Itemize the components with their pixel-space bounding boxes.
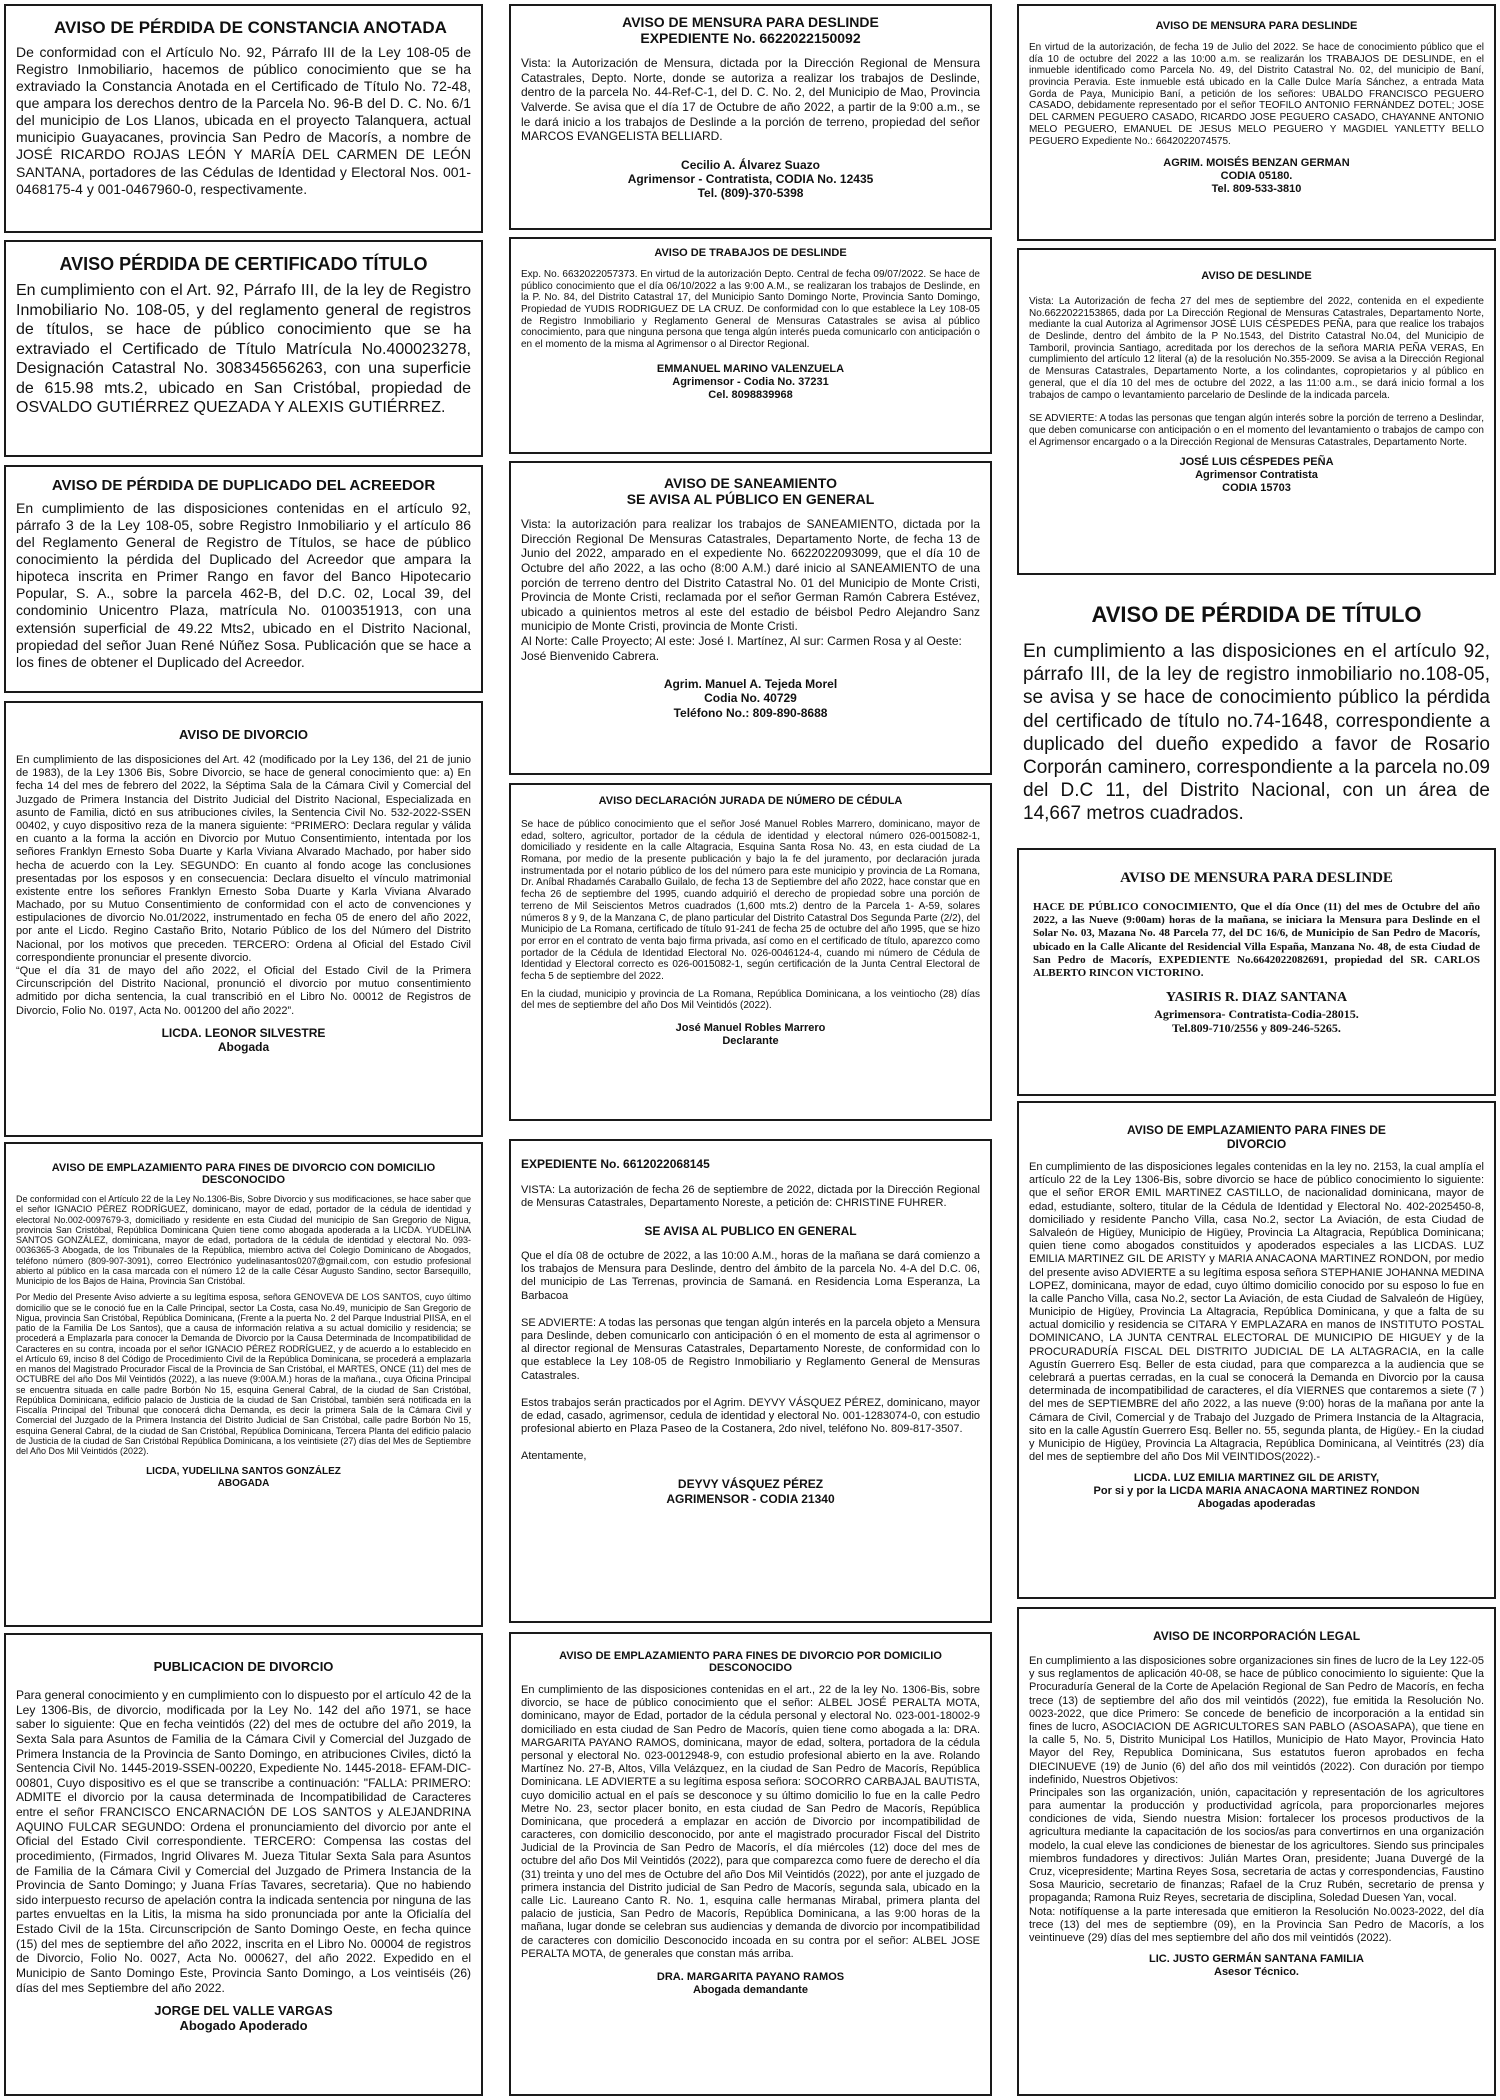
notice-title: AVISO PÉRDIDA DE CERTIFICADO TÍTULO (59, 254, 428, 274)
notice-title: AVISO DE PÉRDIDA DE TÍTULO (1091, 602, 1422, 627)
notice-title: AVISO DE PÉRDIDA DE DUPLICADO DEL ACREEDOR (51, 477, 436, 494)
notice-perdida-certificado-titulo (4, 240, 483, 457)
signature-role: Abogada (217, 1039, 270, 1054)
signature-name: LICDA, YUDELILNA SANTOS GONZÁLEZ (146, 1466, 341, 1478)
notice-body-2: “Que el día 31 de mayo del año 2022, el Oficial del Estado Civil de la Primera Circunscripción del Distrito Nacional, pronunció el divorcio por mutuo consentimiento admitido por dicha sentencia, la cual transcribió en el Libro No. 00012 de Registros de Divorcio, Folio No. 0197, Acta No. 001200 del año 2022”. (16, 965, 471, 1017)
notice-incorporacion-legal (1017, 1607, 1496, 2096)
notice-body-2: Al Norte: Calle Proyecto; Al este: José I. Martínez, Al sur: Carmen Rosa y al Oeste: José Bienvenido Cabrera. (521, 634, 962, 663)
notice-perdida-duplicado-acreedor (4, 465, 483, 693)
signature-block (1029, 456, 1484, 495)
notice-body: VISTA: La autorización de fecha 26 de septiembre de 2022, dictada por la Dirección Regional de Mensuras Catastrales, Departamento Noreste, a petición de: CHRISTINE FUHRER. (521, 1183, 980, 1209)
notice-saneamiento (509, 461, 992, 775)
notice-body: Vista: la autorización para realizar los trabajos de SANEAMIENTO, dictada por la Dirección Regional De Mensuras Catastrales, Departamento Norte, de fecha 13 de Junio del 2022, amparado en el expediente No. 6622022093099, que el día 10 de Octubre del año 2022, a las ocho (8:00 A.M.) daré inicio al SANEAMIENTO de una porción de terreno dentro del Distrito Catastral No. 01 del Municipio de Monte Cristi, Provincia de Monte Cristi, reclamada por el señor German Ramón Cabrera Estévez, ubicado a quinientos metros al este del estadio de béisbol Pedro Alejandro Sanz municipio de Monte Cristi, provincia de Monte Cristi. (521, 517, 980, 634)
notice-emplazamiento-divorcio-higuey (1017, 1101, 1496, 1599)
notice-title: AVISO DE TRABAJOS DE DESLINDE (654, 247, 847, 259)
notice-body: Vista: la Autorización de Mensura, dictada por la Dirección Regional de Mensura Catastrales, Depto. Norte, donde se autoriza a realizar los trabajos de Deslinde, dentro de la parcela No. 44-Ref-C-1, del D. C. No. 2, del Municipio de Mao, Provincia Valverde. Se avisa que el día 17 de Octubre de año 2022, a partir de la 9:00 a.m., se le dará inicio a los trabajos de Deslinde a la porción de terreno, propiedad del señor MARCOS EVANGELISTA BELLIARD. (521, 56, 980, 144)
notice-body-2: Por Medio del Presente Aviso advierte a su legítima esposa, señora GENOVEVA DE LOS SANTOS, cuyo último domicilio que se le conoció fue en la Calle Principal, sector La Costa, casa No.49, municipio de San Gregorio de Nigua, provincia San Cristóbal, República Dominicana, (Frente a la puerta No. 2 del Parque Industrial PIISA, en el patio de la Familia De Los Santos), que a causa de información relativa a su actual domicilio y residencia; se procederá a Emplazarla para conocer la Demanda de Divorcio por la Causa Determinada de Incompatibilidad de Caracteres en su contra, incoada por el señor IGNACIO PÉREZ RODRÍGUEZ, y de acuerdo a lo establecido en el Artículo 69, inciso 8 del Código de Procedimiento Civil de la República Dominicana, se procederá a emplazarla en manos del Magistrado Procurador Fiscal de la Provincia de San Cristóbal, el MARTES, ONCE (11) del mes de OCTUBRE del año Dos Mil Veintidós (2022), a las nueve (9:00A.M.) horas de la mañana., cuya Oficina Principal se encuentra situada en calle padre Borbón No 15, esquina General Cabral, de la ciudad de San Cristóbal, República Dominicana, edificio palacio de Justicia de la ciudad de San Cristóbal, también será notificada en la Fiscalía Principal del Tribunal que conocerá dicha Demanda, es decir la primera Sala de la Cámara Civil y Comercial del Juzgado de la Primera Instancia del Distrito Judicial de San Cristóbal, calle padre Borbón No 15, esquina General Cabral, de la ciudad de San Cristóbal, República Dominicana, Tercera Planta del edificio palacio de Justicia de la ciudad de San Cristóbal República Dominicana, a los veintisiete (27) días del Mes de Septiembre del Año Dos Mil Veintidós (2022). (16, 1292, 471, 1456)
signature-block (521, 158, 980, 200)
notice-mensura-las-terrenas (509, 1139, 992, 1623)
notice-subtitle: SE AVISA AL PÚBLICO EN GENERAL (626, 491, 875, 507)
notice-deslinde-tamboril (1017, 248, 1496, 575)
signature-phone: Cel. 8098839968 (708, 388, 793, 401)
notice-body: En cumplimiento de las disposiciones contenidas en el art., 22 de la ley No. 1306-Bis, sobre divorcio, se hace de público conocimiento que el señor: ALBEL JOSÉ PERALTA MOTA, dominicano, mayor de Edad, portador de la cédula personal y electoral No. 023-001-18002-9 domiciliado en esta ciudad de San Pedro de Macorís, quien tiene como abogada a la: DRA. MARGARITA PAYANO RAMOS, dominicana, mayor de edad, soltera, portadora de la cédula personal y electoral No. 023-0012948-9, con estudio profesional abierto en la ave. Rolando Martínez No. 27-B, Altos, Villa Velázquez, en la ciudad de San Pedro de Macorís, República Dominicana. LE ADVIERTE a su legítima esposa señora: SOCORRO CARBAJAL BAUTISTA, cuyo domicilio actual en el país se desconoce y su último domicilio lo fue en la calle Pedro Metre No. 23, sector placer bonito, en esta ciudad de San Pedro de Macorís, República Dominicana, que procederá a emplazar en acción de Divorcio por incompatibilidad de caracteres, con domicilio desconocido, por ante el magistrado procurador Fiscal del Distrito Judicial de la Provincia de San Pedro de Macorís, el día miércoles (12) doce del mes de octubre del año Dos Mil Veintidós (2022), para que comparezca como fuere de derecho el día (31) treinta y uno del mes de Octubre del año Dos Mil Veintidós (2022), por ante el juzgado de primera instancia del Distrito judicial de San Pedro de Macorís, segunda sala, ubicado en la calle Lic. Laureano Canto R. No. 1, esquina calle hermanas Mirabal, primera planta del palacio de justicia, San Pedro de Macorís, República Dominicana, a las 9:00 horas de la mañana, lugar donde se celebran sus audiencias y demanda de divorcio por incompatibilidad de caracteres con domicilio Desconocido incoada en su contra por el señor: ALBEL JOSE PERALTA MOTA, de generales que constan más arriba. (521, 1684, 980, 1960)
notice-publicacion-divorcio (4, 1633, 483, 2096)
notice-body: De conformidad con el Artículo 22 de la Ley No.1306-Bis, Sobre Divorcio y sus modificaciones, se hace saber que el señor IGNACIO PÉREZ RODRÍGUEZ, dominicano, mayor de edad, portador de la cédula de identidad y electoral No.002-0097679-3, domiciliado y residente en esta Ciudad del municipio de San Gregorio de Nigua, provincia San Cristóbal, República Dominicana Quien tiene como abogada apoderada a la LICDA. YUDELINA SANTOS GONZÁLEZ, dominicana, mayor de edad, portadora de la cédula de identidad y electoral No. 093-0036365-3 Abogada, de los Tribunales de la República, miembro activa del Colegio Dominicano de Abogados, teléfono número (809-907-3091), correo Electrónico yudelinasantos0207@gmail.com, con estudio profesional abierto al público en la casa marcada con el número 12 de la calle César Augusto Sandino, sector Barsequillo, Municipio de los Bajos de Haina, Provincia San Cristóbal. (16, 1194, 471, 1286)
signature-block (521, 1971, 980, 1997)
notice-closing: Atentamente, (521, 1450, 587, 1463)
notice-body-2: En la ciudad, municipio y provincia de La Romana, República Dominicana, a los veintiocho (28) días del mes de septiembre del año Dos Mil Veintidós (2022). (521, 988, 980, 1012)
notice-body: Vista: La Autorización de fecha 27 del mes de septiembre del 2022, contenida en el expediente No.6622022153865, dada por La Dirección Regional de Mensuras Catastrales, Departamento Norte, mediante la cual Autoriza al Agrimensor JOSÉ LUIS CÉSPEDES PEÑA, para que realice los trabajos de Deslinde, dentro del ámbito de la P No.1543, del Distrito Catastral No.04, del Municipio de Tamboril, provincia Santiago, acreditada por los derechos de la señora MARIA PEÑA VERAS, En cumplimiento del artículo 12 literal (a) de la resolución No.355-2009. Se avisa a la Dirección Regional de Mensuras Catastrales, Departamento Norte, a los colindantes, copropietarios y al público en general, que el día 10 del mes de octubre del 2022, a las 11:00 a.m., se dará inicio formal a los trabajos de campo o levantamiento parcelario de Deslinde de la indicada parcela. (1029, 296, 1484, 401)
notice-title: AVISO DE DESLINDE (1201, 270, 1312, 282)
notice-body: Para general conocimiento y en cumplimiento con lo dispuesto por el artículo 42 de la Ley 1306-Bis, de divorcio, modificada por la Ley No. 142 del año 1971, se hace saber lo siguiente: Que en fecha veintidós (22) del mes de octubre del año 2019, la Sexta Sala para Asuntos de Familia de la Cámara Civil y Comercial del Juzgado de Primera Instancia de la Provincia de Santo Domingo, en atribuciones Civiles, dictó la Sentencia Civil No. 1445-2019-SSEN-00220, Expediente No. 1445-2018- EFAM-DIC-00801, Cuyo dispositivo es el que se transcribe a continuación: "FALLA: PRIMERO: ADMITE el divorcio por la causa determinada de Incompatibilidad de Caracteres entre el señor FRANCISCO ENCARNACIÓN DE LOS SANTOS y ALEJANDRINA AQUINO FULCAR SEGUNDO: Ordena el pronunciamiento del divorcio por ante el Oficial del Estado Civil correspondiente. TERCERO: Compensa las costas del procedimiento, (Firmados, Ingrid Olivares M. Jueza Titular Sexta Sala para Asuntos de Familia de la Cámara Civil y Comercial del Juzgado de Primera Instancia de la Provincia de Santo Domingo; y Juana Frías Tavares, secretaria). Que no habiendo sido interpuesto recurso de apelación contra la indicada sentencia por ninguna de las partes envueltas en la Litis, la misma ha sido pronunciada por ante la Oficialía del Estado Civil de la 15ta. Circunscripción de Santo Domingo Oeste, en fecha quince (15) del mes de septiembre del año 2022, inscrita en el Libro No. 00004 de registros de Divorcio, Folio No. 0027, Acta No. 000627, del año 2022. Expedido en el Municipio de Santo Domingo Este, Provincia Santo Domingo, a Los veintiséis (26) días del mes Septiembre del año 2022. (16, 1688, 471, 1995)
notice-title: AVISO DECLARACIÓN JURADA DE NÚMERO DE CÉDULA (598, 795, 903, 807)
notice-body: En cumplimiento de las disposiciones del Art. 42 (modificado por la Ley 136, del 21 de junio de 1983), de la Ley 1306 Bis, Sobre Divorcio, se hace de general conocimiento que: a) En fecha 14 del mes de febrero del 2022, la Séptima Sala de la Cámara Civil y Comercial del Juzgado de Primera Instancia del Distrito Judicial del Distrito Nacional, Especializada en asunto de Familia, dictó en sus atribuciones civiles, la Sentencia Civil No. 532-2022-SSEN 00402, y cuyo dispositivo reza de la manera siguiente: “PRIMERO: Declara regular y válida en cuanto a la forma la acción en Divorcio por Mutuo Consentimiento, intentada por los señores Franklyn Ernesto Soba Duarte y Karla Viviana Alvarado Machado, por haber sido hecha de acuerdo con la Ley. SEGUNDO: En cuanto al fondo acoge las conclusiones presentadas por los esposos y en consecuencia: Declara disuelto el vínculo matrimonial existente entre los señores Franklyn Ernesto Soba Duarte y Karla Viviana Alvarado Machado, por su Mutuo Consentimiento de conformidad con el acto de convenciones y estipulaciones de divorcio No.01/2022, instrumentado en fecha 05 de enero del año 2022, por ante el Licdo. Regino Castaño Brito, Notario Público de los del Número del Distrito Nacional, por los motivos que preceden. TERCERO: Ordena al Oficial del Estado Civil correspondiente pronunciar el presente divorcio. (16, 754, 471, 964)
notice-title: AVISO DE EMPLAZAMIENTO PARA FINES DE DIVORCIO POR DOMICILIO DESCONOCIDO (559, 1650, 942, 1674)
notice-body-2: Que el día 08 de octubre de 2022, a las 10:00 A.M., horas de la mañana se dará comienzo a los trabajos de Mensura para Deslinde, dentro del ámbito de la parcela No. 4-A del D.C. 06, del municipio de Las Terrenas, provincia de Samaná. en Residencia Loma Esperanza, La Barbacoa (521, 1250, 980, 1302)
notice-title: AVISO DE EMPLAZAMIENTO PARA FINES DE DIVORCIO CON DOMICILIO DESCONOCIDO (51, 1162, 436, 1186)
signature-phone: Teléfono No.: 809-890-8688 (673, 705, 828, 720)
signature-block (1029, 157, 1484, 196)
signature-block (16, 2003, 471, 2034)
notice-title: AVISO DE SANEAMIENTO (664, 475, 837, 491)
notice-body: En cumplimiento a las disposiciones en el artículo 92, párrafo III, de la ley de registro inmobiliario no.108-05, se avisa y se hace de conocimiento público la pérdida del certificado de título no.74-1648, correspondiente a duplicado del dueño expedido a favor de Rosario Corporán caminero, correspondiente a la parcela no.09 del D.C 11, del Distrito Nacional, con un área de 14,667 metros cuadrados. (1023, 641, 1490, 825)
notice-mensura-deslinde-spm (1017, 848, 1496, 1096)
signature-name: EMMANUEL MARINO VALENZUELA (656, 362, 845, 375)
signature-block (16, 1466, 471, 1490)
notice-mensura-deslinde-bani (1017, 4, 1496, 241)
notice-heading: SE AVISA AL PUBLICO EN GENERAL (644, 1224, 857, 1238)
notice-title: AVISO DE INCORPORACIÓN LEGAL (1152, 1629, 1361, 1643)
signature-name: Cecilio A. Álvarez Suazo (681, 157, 820, 172)
signature-block (1029, 1953, 1484, 1979)
notice-body-2: SE ADVIERTE: A todas las personas que tengan algún interés sobre la porción de terreno a Deslindar, que deben comunicarse con anticipación o en el momento del levantamiento o trabajos de campo con el Agrimensor encargado o a la Dirección Regional de Mensuras Catastrales, Departamento Norte. (1029, 413, 1484, 448)
signature-role: Agrimensora- Contratista-Codia-28015. (1154, 1006, 1359, 1021)
notice-body: Se hace de público conocimiento que el señor José Manuel Robles Marrero, dominicano, mayor de edad, soltero, agricultor, portador de la cédula de identidad y electoral número 026-0015082-1, domiciliado y residente en la calle Altagracia, Esquina Santa Rosa No. 43, en esta ciudad de La Romana, por medio de la presente publicación y bajo la fe del juramento, por declaración jurada instrumentada por el notario público de los del número para este municipio y provincia de La Romana, Dr. Aníbal Rhadamés Caraballo Guilalo, de fecha 13 de Septiembre del año 2022, hace constar que en fecha 26 de septiembre del 1995, cuando adquirió el derecho de propiedad sobre una porción de terreno de Mil Seiscientos Metros cuadrados (1,600 mts.2) dentro de la Parcela 1- A-59, solares números 8 y 9, de la Manzana C, de plano particular del Distrito Catastral Dos Segunda Parte (2/2), del Municipio de La Romana, certificado de título 91-241 de fecha 25 de octubre del año 1995, que se hizo por error en el contrato de venta bajo firma privada, así como en el certificado de título, aparezco como portador de la Cédula de Identidad Electoral No. 026-0046124-4, cuando mi número de Cédula de Identidad y Electoral correcto es 026-0015082-1, según certificación de la Junta Central Electoral de fecha 5 de septiembre del 2022. (521, 819, 980, 982)
signature-name: Agrim. Manuel A. Tejeda Morel (663, 677, 838, 692)
signature-name: JOSÉ LUIS CÉSPEDES PEÑA (1179, 456, 1334, 469)
notice-title: AVISO DE EMPLAZAMIENTO PARA FINES DE DIVORCIO (1127, 1123, 1386, 1151)
notice-subtitle: EXPEDIENTE No. 6622022150092 (640, 30, 861, 46)
signature-role: Abogado Apoderado (179, 2018, 308, 2034)
notice-title: AVISO DE MENSURA PARA DESLINDE (622, 14, 879, 30)
signature-phone: Tel.809-710/2556 y 809-246-5265. (1172, 1020, 1341, 1035)
signature-name: José Manuel Robles Marrero (675, 1022, 826, 1034)
notice-perdida-titulo (1017, 590, 1496, 838)
signature-role: Abogada demandante (693, 1983, 808, 1996)
notice-body: HACE DE PÚBLICO CONOCIMIENTO, Que el día Once (11) del mes de Octubre del año 2022, a las Nueve (9:00am) horas de la mañana, se iniciara la Mensura para Deslinde en el Solar No. 03, Mazana No. 48 Parcela 77, del DC 16/6, de Municipio de San Pedro de Macorís, ubicado en la Calle Alicante del Residencial Villa España, Manzana No. 48, de esta Ciudad de San Pedro de Macorís, EXPEDIENTE No.6642022082691, propiedad del SR. CARLOS ALBERTO RINCON VICTORINO. (1033, 901, 1480, 979)
notice-trabajos-deslinde (509, 237, 992, 454)
signature-role: Agrimensor - Contratista, CODIA No. 12435 (627, 171, 874, 186)
notice-body: En cumplimiento con el Art. 92, Párrafo III, de la ley de Registro Inmobiliario No. 108-05, y del reglamento general de registros de títulos, se hace de público conocimiento que se ha extraviado el Certificado de Título Matrícula No.400023278, Designación Catastral No. 308345656263, con una superficie de 615.98 mts.2, ubicado en San Cristóbal, propiedad de OSVALDO GUTIÉRREZ QUEZADA Y ALEXIS GUTIÉRREZ. (16, 282, 471, 417)
notice-body: De conformidad con el Artículo No. 92, Párrafo III de la Ley 108-05 de Registro Inmobiliario, hacemos de público conocimiento que se ha extraviado la Constancia Anotada en el Certificado de Título No. 72-48, que ampara los derechos dentro de la Parcela No. 96-B del D. C. No. 6/1 del municipio de Los Llanos, ubicada en el proyecto Talanquera, actual municipio Guayacanes, provincia San Pedro de Macorís, a nombre de JOSÉ RICARDO ROJAS LEÓN Y MARÍA DEL CARMEN DE LEÓN SANTANA, portadores de las Cédulas de Identidad y Electoral Nos. 001-0468175-4 y 001-0467960-0, respectivamente. (16, 44, 471, 197)
signature-phone: CODIA 15703 (1222, 482, 1291, 495)
signature-role: Agrimensor Contratista (1195, 469, 1318, 482)
signature-role: Asesor Técnico. (1214, 1966, 1299, 1979)
notice-perdida-constancia-anotada (4, 4, 483, 233)
notice-body-4: Estos trabajos serán practicados por el Agrim. DEYVY VÁSQUEZ PÉREZ, dominicano, mayor de edad, casado, agrimensor, cedula de identidad y electoral No. 001-1283074-0, con estudio profesional abierto en Plaza Paseo de la Costanera, 2do nivel, teléfono No. 809-817-3507. (521, 1396, 980, 1436)
signature-block (521, 1477, 980, 1505)
notice-mensura-deslinde-expediente (509, 4, 992, 230)
signature-name: DEYVY VÁSQUEZ PÉREZ (677, 1477, 824, 1492)
signature-name: LICDA. LEONOR SILVESTRE (161, 1025, 326, 1040)
signature-name: LIC. JUSTO GERMÁN SANTANA FAMILIA (1149, 1953, 1364, 1966)
notice-title: PUBLICACION DE DIVORCIO (153, 1659, 334, 1674)
notice-body: Exp. No. 6632022057373. En virtud de la autorización Depto. Central de fecha 09/07/2022. Se hace de público conocimiento que el día 06/10/2022 a las 9:00 A.M., se realizaran los trabajos de Deslinde, en la P. No. 84, del Distrito Catastral 17, del Municipio Santo Domingo Norte, Provincia Santo Domingo, Propiedad de YUDIS RODRIGUEZ DE LA CRUZ. De conformidad con lo que establece la Ley 108-05 de Registro Inmobiliario y Reglamento General de Mensuras Catastrales se avisa al público conocimiento, para que ninguna persona que tenga algún interés pueda comunicarlo con anticipación o en el momento de la misma al Agrimensor o al Director Regional. (521, 269, 980, 351)
notice-title: AVISO DE PÉRDIDA DE CONSTANCIA ANOTADA (54, 18, 447, 37)
signature-phone: Tel. (809)-370-5398 (697, 186, 804, 201)
signature-block (521, 677, 980, 719)
notice-emplazamiento-divorcio-domicilio-desconocido (4, 1142, 483, 1627)
notice-title: AVISO DE MENSURA PARA DESLINDE (1120, 870, 1393, 886)
signature-block (521, 1022, 980, 1048)
notice-body: En cumplimiento de las disposiciones legales contenidas en la ley no. 2153, la cual amplía el artículo 22 de la Ley 1306-Bis, sobre divorcio se hace de público conocimiento lo siguiente: que el señor EROR EMIL MARTINEZ CASTILLO, de nacionalidad dominicana, mayor de edad, estudiante, soltero, titular de la Cédula de Identidad y Electoral No. 402-2025450-8, domiciliado y residente Pancho Villa, casa No.2, sector La Aviación, de esta Ciudad de Salvaleón de Higüey, Municipio de Higüey, Provincia La Altagracia, República Dominicana; quien tiene como abogados constituidos y apoderados especiales a las LICDAS. LUZ EMILIA MARTINEZ GIL DE ARISTY y MARIA ANACAONA MARTINEZ RONDON, por medio del presente aviso ADVIERTE a su legítima esposa señora STEPHANIE JOHANNA MEDINA LOPEZ, dominicana, mayor de edad, cuyo último domicilio conocido por su esposo lo fue en la calle Pancho Villa, casa No.2, sector La Aviación, de esta Ciudad de Salvaleón de Higüey, Municipio de Higüey, Provincia La Altagracia, República Dominicana, y que a falta de su actual domicilio y residencia se CITARA Y EMPLAZARA en manos de INSTITUTO POSTAL DOMINICANO, LA JUNTA CENTRAL ELECTORAL DE MUNICIPIO DE HIGUEY y de la PROCURADURÍA FISCAL DEL DISTRITO JUDICIAL DE LA ALTAGRACIA, en la calle Agustín Guerrero Esq. Beller de esta ciudad, para que comparezca a la audiencia que se celebrará a puertas cerradas, en la cual se conocerá la Demanda en Divorcio por la causa determinada de incompatibilidad de caracteres, el día VIERNES que contaremos a siete (7 ) del mes de SEPTIEMBRE del año 2022, a las nueve (9:00) horas de la mañana por ante la Cámara de Civil, Comercial y de Trabajo del Juzgado de Primera Instancia de la Altagracia, sito en la calle Agustín Guerrero Esq. Beller no. 55, segunda planta, de Higüey.- En la ciudad y Municipio de Higüey, Provincia La Altagracia, República Dominicana, al Veintitrés (23) día del mes de septiembre del año Dos Mil VEINTIDOS(2022).- (1029, 1161, 1484, 1464)
notice-body: En cumplimiento a las disposiciones sobre organizaciones sin fines de lucro de la Ley 122-05 y sus reglamentos de aplicación 40-08, se hace de público conocimiento lo siguiente: Que la Procuraduría General de la Corte de Apelación Regional de San Pedro de Macorís, en fecha trece (13) de septiembre del año dos mil veintidós (2022), fue emitida la Resolución No. 0023-2022, que dice Primero: Se concede de beneficio de incorporación a la entidad sin fines de lucro, ASOCIACION DE AGRICULTORES SAN PABLO (ASOASAPA), que tiene en la calle 5, No. 5, Distrito Municipal Los Hatillos, Municipio de Hato Mayor, Provincia Hato Mayor del Rey, Republica Dominicana, Sus estatutos fueron aprobados en fecha DIECINUEVE (19) de Junio (6) del año dos mil veintidós (2022). Con duración por tiempo indefinido, Nuestros Objetivos: (1029, 1655, 1484, 1786)
signature-role: Declarante (722, 1034, 779, 1047)
notice-title: AVISO DE DIVORCIO (178, 727, 309, 742)
signature-name: DRA. MARGARITA PAYANO RAMOS (656, 1970, 845, 1983)
notice-body-3: Nota: notifíquense a la parte interesada que emitieron la Resolución No.0023-2022, del día trece (13) del mes de septiembre (09), en la Provincia San Pedro de Macorís, a los veintinueve (29) días del mes septiembre del año dos mil veintidós (2022). (1029, 1905, 1484, 1944)
notice-title: AVISO DE MENSURA PARA DESLINDE (1155, 20, 1358, 32)
signature-block (16, 1026, 471, 1054)
notice-body-3: SE ADVIERTE: A todas las personas que tengan algún interés en la parcela objeto a Mensura para Deslinde, deben comunicarlo con anticipación ó en el momento de esta al agrimensor o al director regional de Mensuras Catastrales, Departamento Noreste, de conformidad con lo que establece la Ley 108-05 de Registro Inmobiliario y Reglamento General de Mensuras Catastrales. (521, 1316, 980, 1382)
signature-role: ABOGADA (217, 1478, 270, 1490)
signature-name: YASIRIS R. DIAZ SANTANA (1165, 990, 1348, 1006)
signature-block (521, 363, 980, 402)
notice-divorcio (4, 701, 483, 1137)
signature-role: Agrimensor - Codia No. 37231 (672, 375, 829, 388)
signature-phone: Tel. 809-533-3810 (1211, 183, 1302, 196)
notice-emplazamiento-divorcio-desconocido-spm (509, 1632, 992, 2096)
notice-declaracion-jurada-cedula (509, 783, 992, 1121)
signature-role: Codia No. 40729 (704, 691, 797, 706)
signature-block (1029, 1472, 1484, 1511)
signature-name: JORGE DEL VALLE VARGAS (154, 2003, 333, 2019)
notice-body: En cumplimiento de las disposiciones contenidas en el artículo 92, párrafo 3 de la Ley 108-05, sobre Registro Inmobiliario y el artículo 86 del Reglamento General de Registro de Títulos, se hace de público conocimiento la pérdida del Duplicado del Acreedor que ampara la hipoteca inscrita en Primer Rango en favor del Banco Hipotecario Popular, S. A., sobre la parcela 462-B, del D.C. 02, Local 39, del condominio Unicentro Plaza, matrícula No. 0100351913, con una extensión superficial de 49.22 Mts2, ubicado en el Distrito Nacional, propiedad del señor Juan René Núñez Sosa. Publicación que se hace a los fines de obtener el Duplicado del Acreedor. (16, 500, 471, 670)
notice-body: En virtud de la autorización, de fecha 19 de Julio del 2022. Se hace de conocimiento público que el día 10 de octubre del 2022 a las 10:00 a.m. se realizarán los TRABAJOS DE DESLINDE, en el inmueble identificado como Parcela No. 49, del Distrito Catastral No. 02, del municipio de Baní, provincia Peravia. Este inmueble está ubicado en la Calle Dulce María Sánchez, a entrada Mata Gorda de Paya, Municipio Baní, a petición de los señores: UBALDO FRANCISCO PEGUERO CASADO, debidamente representado por el señor TEOFILO ANTONIO FERNÁNDEZ DOTEL; JOSE DEL CARMEN PEGUERO CASADO, RICARDO JOSE PEGUERO CASADO, CHAYANNE ANTONIO MELO PEGUERO, EMANUEL DE JESUS MELO PEGUERO Y MAGDIEL YANLETTY BELLO PEGUERO Expediente No.: 6642022074575. (1029, 42, 1484, 147)
signature-block (1029, 990, 1484, 1035)
signature-role: CODIA 05180. (1220, 170, 1293, 183)
signature-role: Por si y por la LICDA MARIA ANACAONA MARTINEZ RONDON (1093, 1485, 1420, 1498)
signature-phone: Abogadas apoderadas (1197, 1498, 1316, 1511)
signature-name: AGRIM. MOISÉS BENZAN GERMAN (1163, 157, 1350, 170)
notice-expediente: EXPEDIENTE No. 6612022068145 (521, 1157, 710, 1171)
signature-role: AGRIMENSOR - CODIA 21340 (666, 1491, 835, 1506)
notice-body-2: Principales son las organización, unión, capacitación y representación de los agricultores para aumentar la producción y productividad agrícola, para proporcionarles mejores condiciones de vida, Siendo nuestra Mision: fortalecer los procesos productivos de la agricultura mediante la capacitación de los socios/as para convertirnos en una organización modelo, la cual eleve las condiciones de bienestar de los agricultores. Siendo sus principales miembros fundadores y directivos: Julián Martes Oran, presidente; Juana Duvergé de la Cruz, vicepresidente; Martina Reyes Sosa, secretaria de actas y correspondencias, Faustino Sosa Mauricio, secretario de finanzas; Rafael de la Cruz Rubén, secretario de prensa y propaganda; Ramona Ruiz Reyes, secretaria de disciplina, Soledad Duesen Yan, vocal. (1029, 1786, 1484, 1905)
signature-name: LICDA. LUZ EMILIA MARTINEZ GIL DE ARISTY, (1133, 1472, 1380, 1485)
